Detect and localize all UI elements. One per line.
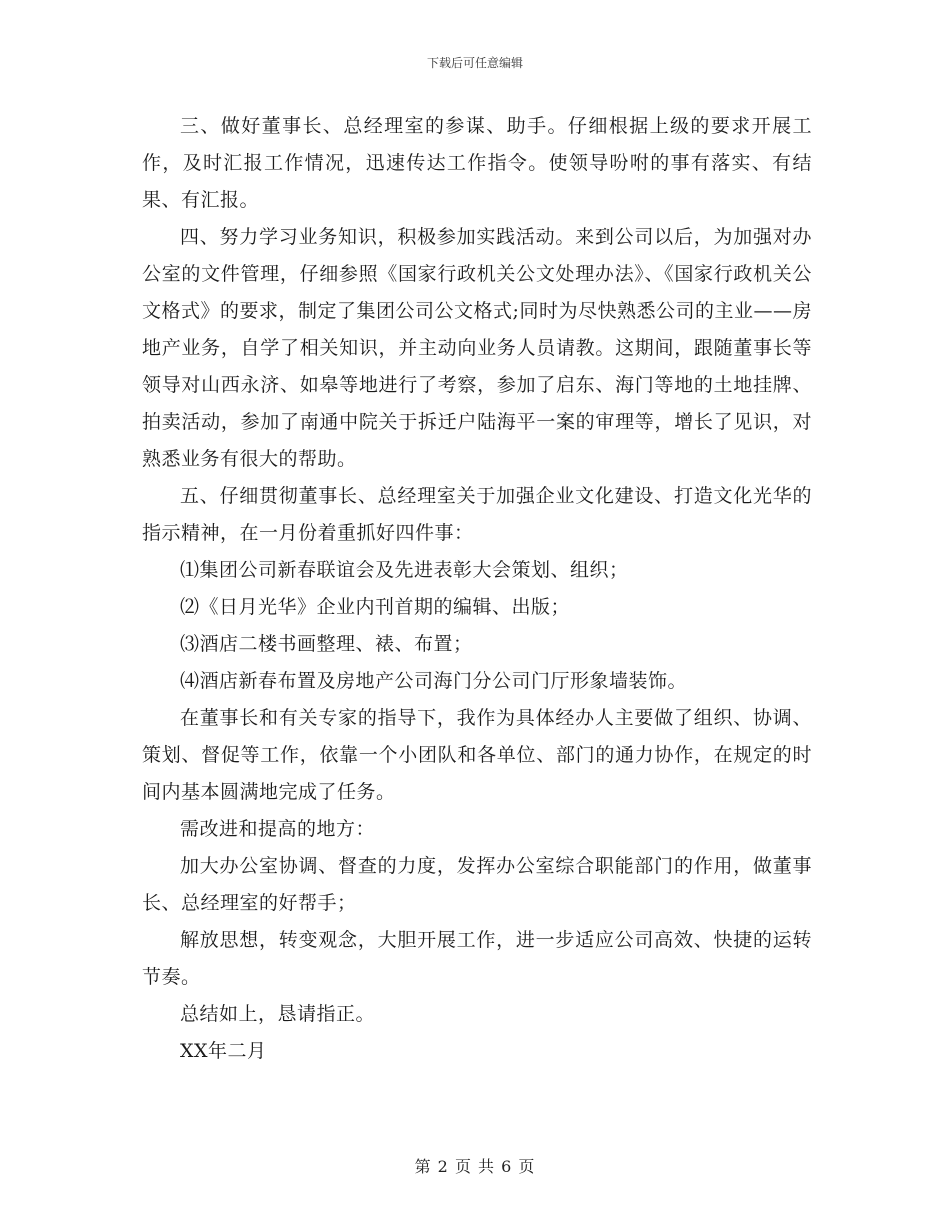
page-header: 下载后可任意编辑 [426, 56, 523, 70]
paragraph-improvements-heading: 需改进和提高的地方： [180, 818, 376, 840]
paragraph-guidance: 在董事长和有关专家的指导下，我作为具体经办人主要做了组织、协调、策划、督促等工作，依靠一个小团队和各单位、部门的通力协作，在规定的时间内基本圆满地完成了任务。 [142, 707, 812, 803]
paragraph-item-5: 五、仔细贯彻董事长、总经理室关于加强企业文化建设、打造文化光华的指示精神，在一月份着重抓好四件事： [142, 485, 812, 544]
list-item-4: ⑷酒店新春布置及房地产公司海门分公司门厅形象墙装饰。 [180, 670, 688, 692]
list-item-1: ⑴集团公司新春联谊会及先进表彰大会策划、组织； [180, 559, 629, 581]
paragraph-date: XX年二月 [180, 1040, 267, 1062]
page-number-footer: 第 2 页 共 6 页 [414, 1157, 536, 1176]
paragraph-closing: 总结如上，恳请指正。 [180, 1003, 376, 1025]
paragraph-improvement-2: 解放思想，转变观念，大胆开展工作，进一步适应公司高效、快捷的运转节奏。 [142, 929, 812, 988]
paragraph-item-4: 四、努力学习业务知识，积极参加实践活动。来到公司以后，为加强对办公室的文件管理，仔细参照《国家行政机关公文处理办法》、《国家行政机关公文格式》的要求，制定了集团公司公文格式;同时为尽快熟悉公司的主业——房地产业务，自学了相关知识，并主动向业务人员请教。这期间，跟随董事长等领导对山西永济、如皋等地进行了考察，参加了启东、海门等地的土地挂牌、拍卖活动，参加了南通中院关于拆迁户陆海平一案的审理等，增长了见识，对熟悉业务有很大的帮助。 [142, 226, 812, 470]
document-body [142, 108, 812, 1070]
list-item-2: ⑵《日月光华》企业内刊首期的编辑、出版； [180, 596, 571, 618]
paragraph-item-3: 三、做好董事长、总经理室的参谋、助手。仔细根据上级的要求开展工作，及时汇报工作情况，迅速传达工作指令。使领导吩咐的事有落实、有结果、有汇报。 [142, 115, 812, 211]
list-item-3: ⑶酒店二楼书画整理、裱、布置； [180, 633, 473, 655]
paragraph-improvement-1: 加大办公室协调、督查的力度，发挥办公室综合职能部门的作用，做董事长、总经理室的好帮手； [142, 855, 812, 914]
